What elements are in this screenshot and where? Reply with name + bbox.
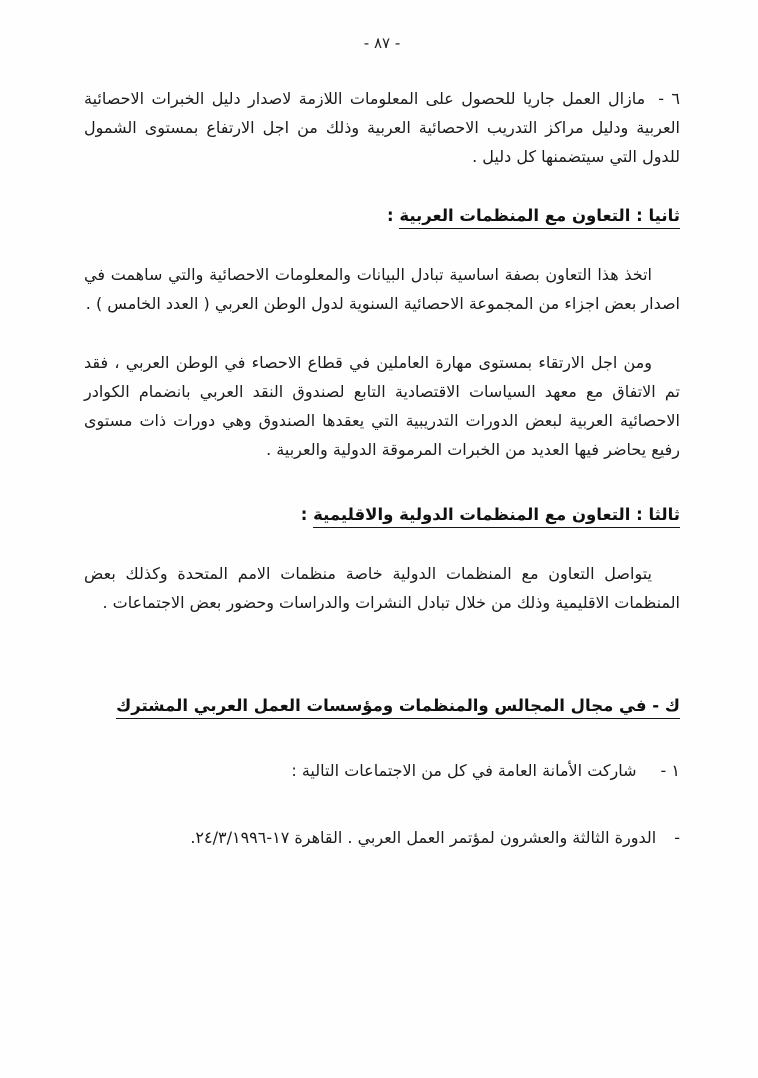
paragraph-cooperation-arab-orgs-2: ومن اجل الارتقاء بمستوى مهارة العاملين في قطاع الاحصاء في الوطن العربي ، فقد تم الاتفاق مع معهد السياسات الاقتصادية التابع لصندوق النقد العربي بانضمام الكوادر الاحصائية العربية لبعض الدورات التدريبية التي يعقدها الصندوق وهي دورات ذات مستوى رفيع يحاضر فيها العديد من الخبرات المرموقة الدولية والعربية . <box>84 353 680 459</box>
paragraph-cooperation-intl-orgs: يتواصل التعاون مع المنظمات الدولية خاصة منظمات الامم المتحدة وكذلك بعض المنظمات الاقليمية وذلك من خلال تبادل النشرات والدراسات وحضور بعض الاجتماعات . <box>84 564 680 612</box>
section-heading-third <box>84 500 680 529</box>
list-item-6-text: مازال العمل جاريا للحصول على المعلومات اللازمة لاصدار دليل الخبرات الاحصائية العربية ودليل مراكز التدريب الاحصائية العربية وذلك من اجل الارتفاع بمستوى الشمول للدول التي سيتضمنها كل دليل . <box>84 89 680 166</box>
list-item-6 <box>84 84 680 171</box>
section-heading-third-colon: : <box>300 505 314 524</box>
list-item-1 <box>84 756 680 785</box>
list-item-1-number: ١ - <box>660 761 680 780</box>
section-heading-second-text: ثانيا : التعاون مع المنظمات العربية <box>399 206 680 229</box>
bullet-item-session <box>84 823 680 852</box>
paragraph-cooperation-arab-orgs-1: اتخذ هذا التعاون بصفة اساسية تبادل البيانات والمعلومات الاحصائية والتي ساهمت في اصدار بعض اجزاء من المجموعة الاحصائية السنوية لدول الوطن العربي ( العدد الخامس ) . <box>84 265 680 313</box>
bullet-item-session-text: الدورة الثالثة والعشرون لمؤتمر العمل العربي . القاهرة ١٧-٢٤/٣/١٩٩٦. <box>190 828 657 847</box>
section-heading-second <box>84 201 680 230</box>
section-heading-kaf <box>84 691 680 720</box>
section-heading-third-text: ثالثا : التعاون مع المنظمات الدولية والاقليمية <box>313 505 680 528</box>
page-number: - ٨٧ - <box>363 34 401 52</box>
list-item-6-number: ٦ - <box>658 89 681 108</box>
section-heading-kaf-text: ك - في مجال المجالس والمنظمات ومؤسسات العمل العربي المشترك <box>116 696 680 719</box>
section-heading-second-colon: : <box>386 206 400 225</box>
bullet-dash: - <box>674 828 680 847</box>
list-item-1-text: شاركت الأمانة العامة في كل من الاجتماعات التالية : <box>291 761 637 780</box>
